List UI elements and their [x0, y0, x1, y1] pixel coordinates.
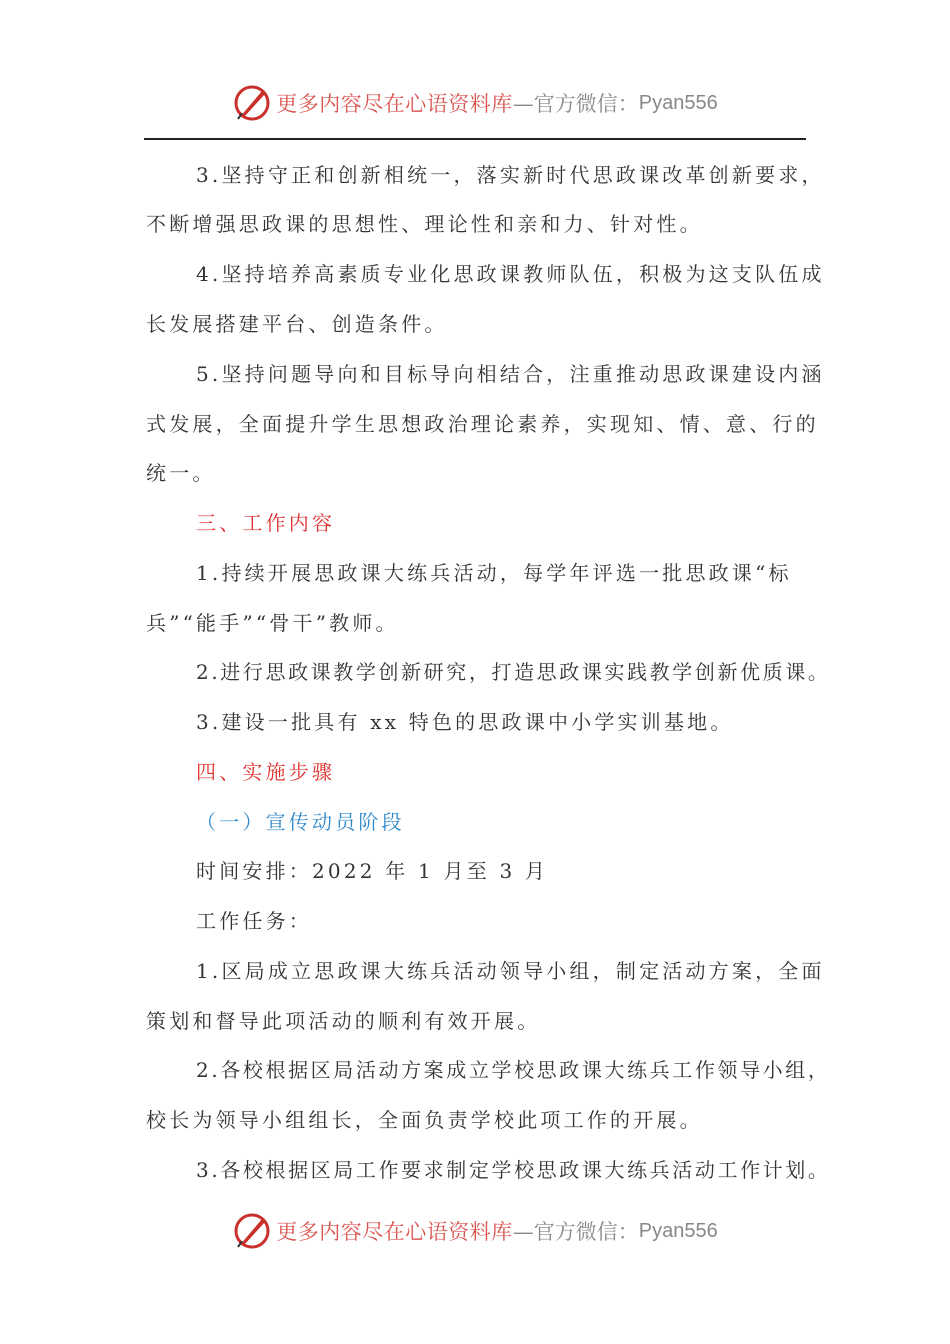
paragraph-line: 3.建设一批具有 xx 特色的思政课中小学实训基地。: [196, 710, 734, 734]
header-banner: [0, 80, 950, 126]
paragraph-line: 3.坚持守正和创新相统一，落实新时代思政课改革创新要求，: [196, 163, 825, 187]
paragraph-line: 长发展搭建平台、创造条件。: [146, 312, 448, 336]
banner-separator-text: —官方微信：: [512, 92, 639, 116]
paragraph-line: 2.各校根据区局活动方案成立学校思政课大练兵工作领导小组，: [196, 1058, 831, 1082]
paragraph-line: 工作任务：: [196, 909, 312, 933]
paragraph-line: 策划和督导此项活动的顺利有效开展。: [146, 1009, 541, 1033]
quill-logo-icon: [232, 83, 272, 123]
subsection-heading: （一）宣传动员阶段: [196, 810, 405, 834]
banner-separator-text: —官方微信：: [512, 1220, 639, 1244]
banner-site-text: 更多内容尽在心语资料库: [276, 1220, 513, 1244]
section-heading: 四、实施步骤: [196, 760, 336, 784]
banner-wechat-id: Pyan556: [638, 1219, 718, 1242]
banner-site-text: 更多内容尽在心语资料库: [276, 92, 513, 116]
paragraph-line: 式发展，全面提升学生思想政治理论素养，实现知、情、意、行的: [146, 412, 819, 436]
paragraph-line: 1.持续开展思政课大练兵活动，每学年评选一批思政课“标: [196, 561, 792, 585]
header-divider: [144, 138, 806, 140]
paragraph-line: 3.各校根据区局工作要求制定学校思政课大练兵活动工作计划。: [196, 1158, 831, 1182]
paragraph-line: 1.区局成立思政课大练兵活动领导小组，制定活动方案，全面: [196, 959, 825, 983]
paragraph-line: 统一。: [146, 461, 216, 485]
paragraph-line: 5.坚持问题导向和目标导向相结合，注重推动思政课建设内涵: [196, 362, 825, 386]
paragraph-line: 2.进行思政课教学创新研究，打造思政课实践教学创新优质课。: [196, 660, 831, 684]
quill-logo-icon: [232, 1211, 272, 1251]
paragraph-line: 校长为领导小组组长，全面负责学校此项工作的开展。: [146, 1108, 703, 1132]
paragraph-line: 不断增强思政课的思想性、理论性和亲和力、针对性。: [146, 212, 703, 236]
banner-wechat-id: Pyan556: [638, 91, 718, 114]
section-heading: 三、工作内容: [196, 511, 336, 535]
paragraph-line: 4.坚持培养高素质专业化思政课教师队伍，积极为这支队伍成: [196, 262, 825, 286]
paragraph-line: 时间安排：2022 年 1 月至 3 月: [196, 859, 549, 883]
paragraph-line: 兵”“能手”“骨干”教师。: [146, 611, 399, 635]
footer-banner: [0, 1208, 950, 1254]
